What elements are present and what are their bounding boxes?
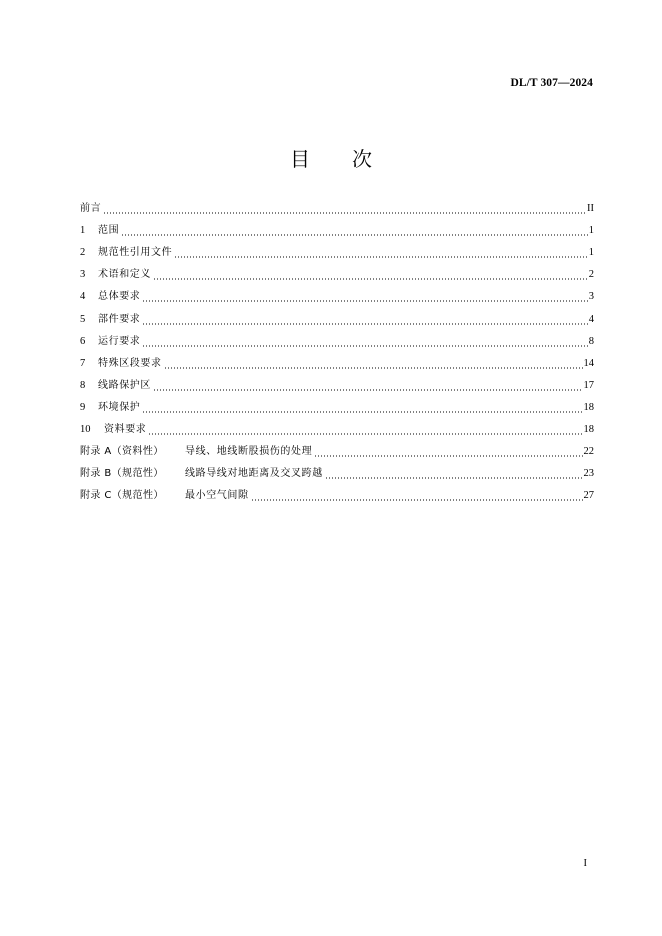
toc-entry-label: 特殊区段要求 <box>98 357 162 369</box>
toc-entry-page: 17 <box>583 379 594 391</box>
document-code: DL/T 307—2024 <box>510 77 593 89</box>
toc-entry-page: 3 <box>588 291 594 303</box>
toc-entry-number: 10 <box>80 424 91 436</box>
dot-leader <box>153 278 588 280</box>
toc-entry-page: 27 <box>583 490 594 502</box>
toc-entry-page: 23 <box>583 468 594 480</box>
dot-leader <box>325 477 583 479</box>
toc-entry-page: 1 <box>588 247 594 259</box>
toc-entry-page: 2 <box>588 269 594 281</box>
toc-entry-preface[interactable] <box>80 198 594 220</box>
toc-entry-2[interactable] <box>80 242 594 264</box>
toc-entry-number: 6 <box>80 335 86 347</box>
toc-entry-number: 9 <box>80 401 86 413</box>
toc-entry-label: 运行要求 <box>98 335 141 347</box>
dot-leader <box>103 212 586 214</box>
toc-entry-label: 环境保护 <box>98 401 141 413</box>
toc-entry-appendix-c[interactable] <box>80 485 594 507</box>
toc-entry-number: 1 <box>80 225 86 237</box>
toc-entry-label: 导线、地线断股损伤的处理 <box>185 446 313 458</box>
toc-entry-label: 最小空气间隙 <box>185 490 249 502</box>
dot-leader <box>314 455 582 457</box>
dot-leader <box>251 499 583 501</box>
toc-entry-label: 资料要求 <box>104 424 147 436</box>
dot-leader <box>153 389 583 391</box>
toc-entry-label: 规范性引用文件 <box>98 247 173 259</box>
toc-entry-label: 范围 <box>98 225 120 237</box>
toc-entry-appendix-b[interactable] <box>80 463 594 485</box>
appendix-prefix: 附录 A（资料性） <box>80 446 164 458</box>
toc-entry-8[interactable] <box>80 375 594 397</box>
toc-entry-1[interactable] <box>80 220 594 242</box>
toc-entry-6[interactable] <box>80 331 594 353</box>
dot-leader <box>142 345 587 347</box>
dot-leader <box>164 367 583 369</box>
toc-entry-page: II <box>587 203 594 215</box>
toc-entry-10[interactable] <box>80 419 594 441</box>
page-number: I <box>583 858 587 869</box>
toc-entry-number: 3 <box>80 269 86 281</box>
toc-entry-page: 18 <box>583 424 594 436</box>
toc-entry-label: 部件要求 <box>98 313 141 325</box>
dot-leader <box>121 234 588 236</box>
toc-entry-number: 2 <box>80 247 86 259</box>
toc-entry-3[interactable] <box>80 264 594 286</box>
toc-entry-label: 线路导线对地距离及交叉跨越 <box>185 468 323 480</box>
toc-entry-5[interactable] <box>80 308 594 330</box>
toc-entry-page: 8 <box>588 335 594 347</box>
toc-entry-appendix-a[interactable] <box>80 441 594 463</box>
toc-entry-number: 8 <box>80 379 86 391</box>
toc-entry-label: 线路保护区 <box>98 379 151 391</box>
toc-entry-page: 4 <box>588 313 594 325</box>
toc-entry-page: 1 <box>588 225 594 237</box>
toc-entry-page: 22 <box>583 446 594 458</box>
toc-entry-number: 7 <box>80 357 86 369</box>
toc-entry-label: 术语和定义 <box>98 269 151 281</box>
dot-leader <box>148 433 582 435</box>
dot-leader <box>174 256 588 258</box>
toc-entry-4[interactable] <box>80 286 594 308</box>
toc-entry-page: 14 <box>583 357 594 369</box>
toc-entry-number: 4 <box>80 291 86 303</box>
toc-entry-7[interactable] <box>80 353 594 375</box>
toc-entry-page: 18 <box>583 401 594 413</box>
page-title: 目次 <box>290 147 414 171</box>
table-of-contents <box>80 198 594 507</box>
dot-leader <box>142 300 587 302</box>
appendix-prefix: 附录 B（规范性） <box>80 468 164 480</box>
toc-entry-label: 前言 <box>80 203 102 215</box>
toc-entry-9[interactable] <box>80 397 594 419</box>
appendix-prefix: 附录 C（规范性） <box>80 490 164 502</box>
toc-entry-number: 5 <box>80 313 86 325</box>
toc-entry-label: 总体要求 <box>98 291 141 303</box>
dot-leader <box>142 411 582 413</box>
dot-leader <box>142 323 587 325</box>
